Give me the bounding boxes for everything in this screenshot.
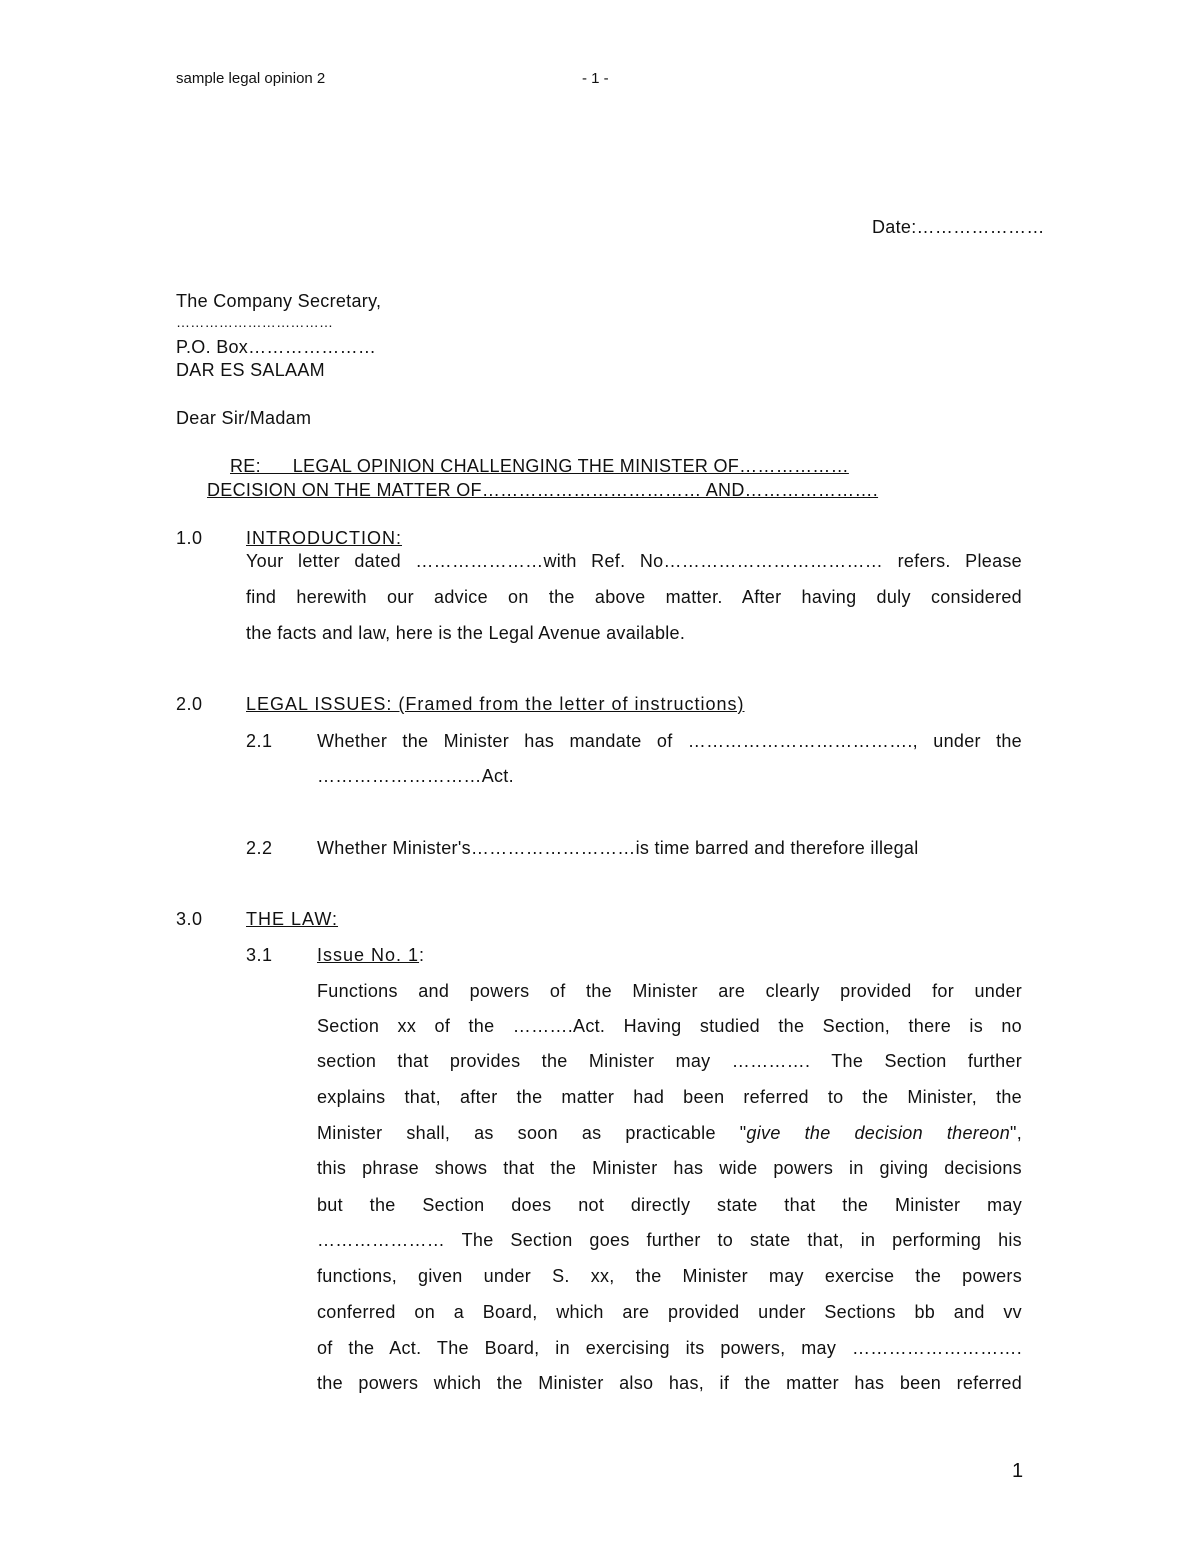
paragraph-line: find herewith our advice on the above matter. After having duly considered <box>246 587 1022 607</box>
paragraph-line: Whether the Minister has mandate of ………………………………., under the <box>317 731 1022 751</box>
date-line: Date:………………… <box>872 217 1045 237</box>
running-header-page-marker: - 1 - <box>582 70 609 87</box>
section-number: 2.0 <box>176 694 203 714</box>
addressee-line: DAR ES SALAAM <box>176 360 325 380</box>
paragraph-line: ………………… The Section goes further to state that, in performing his <box>317 1230 1022 1250</box>
section-number: 3.0 <box>176 909 203 929</box>
paragraph-line: the powers which the Minister also has, if the matter has been referred <box>317 1373 1022 1393</box>
addressee-line: …………………………… <box>176 314 334 330</box>
issue-title: Issue No. 1 <box>317 945 420 965</box>
paragraph-line: ………………………Act. <box>317 766 514 786</box>
paragraph-line: the facts and law, here is the Legal Avenue available. <box>246 623 686 643</box>
section-title: THE LAW: <box>246 909 339 929</box>
paragraph-line: explains that, after the matter had been referred to the Minister, the <box>317 1087 1022 1107</box>
paragraph-line: Minister shall, as soon as practicable "give the decision thereon", <box>317 1123 1023 1143</box>
section-number: 1.0 <box>176 528 203 548</box>
quoted-phrase: give the decision thereon <box>746 1123 1011 1143</box>
issue-heading <box>317 945 424 966</box>
addressee-line: The Company Secretary, <box>176 291 382 311</box>
issue-title-suffix: : <box>419 945 425 965</box>
page-number: 1 <box>1012 1460 1024 1482</box>
paragraph-line: Section xx of the ……….Act. Having studied the Section, there is no <box>317 1016 1022 1036</box>
paragraph-line: section that provides the Minister may …………. The Section further <box>317 1051 1022 1071</box>
subject-line: RE: LEGAL OPINION CHALLENGING THE MINISTER OF……………… <box>230 456 849 476</box>
item-number: 2.1 <box>246 731 273 751</box>
paragraph-line: Functions and powers of the Minister are clearly provided for under <box>317 981 1022 1001</box>
running-header-title: sample legal opinion 2 <box>176 70 326 87</box>
section-title: INTRODUCTION: <box>246 528 402 548</box>
paragraph-line: this phrase shows that the Minister has wide powers in giving decisions <box>317 1158 1022 1178</box>
addressee-line: P.O. Box………………… <box>176 337 377 357</box>
paragraph-line: but the Section does not directly state that the Minister may <box>317 1195 1022 1215</box>
paragraph-line: Whether Minister's………………………is time barred and therefore illegal <box>317 838 919 858</box>
paragraph-line: functions, given under S. xx, the Minister may exercise the powers <box>317 1266 1022 1286</box>
item-number: 3.1 <box>246 945 273 965</box>
section-title: LEGAL ISSUES: (Framed from the letter of instructions) <box>246 694 745 714</box>
paragraph-line: Your letter dated …………………with Ref. No……………………………… refers. Please <box>246 551 1022 571</box>
salutation: Dear Sir/Madam <box>176 408 312 428</box>
subject-line: DECISION ON THE MATTER OF……………………………… AND…………………. <box>207 480 879 500</box>
paragraph-line: of the Act. The Board, in exercising its powers, may ………………………. <box>317 1338 1022 1358</box>
item-number: 2.2 <box>246 838 273 858</box>
paragraph-line: conferred on a Board, which are provided under Sections bb and vv <box>317 1302 1022 1322</box>
